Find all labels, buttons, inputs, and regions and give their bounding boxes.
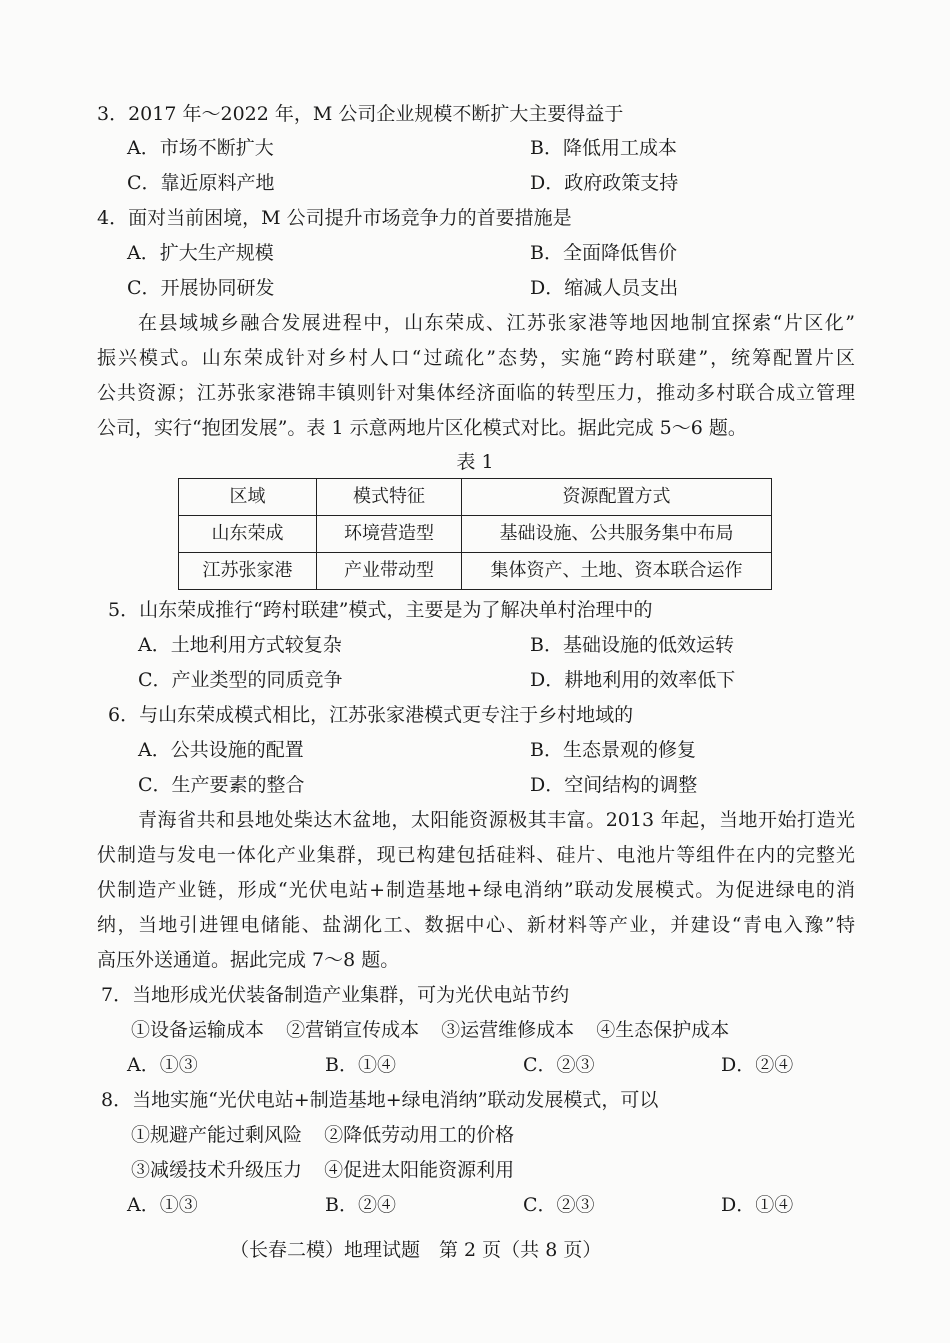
- q5-option-a: A．土地利用方式较复杂: [138, 634, 342, 656]
- q8-items-row2: [131, 1158, 514, 1182]
- table-cell: 集体资产、土地、资本联合运作: [462, 553, 772, 590]
- table-row: [179, 516, 772, 553]
- q7-item: ①设备运输成本: [131, 1019, 265, 1041]
- q8-item: ④促进太阳能资源利用: [324, 1159, 515, 1181]
- q8-item: ②降低劳动用工的价格: [324, 1124, 515, 1146]
- q5-stem: 5．山东荣成推行“跨村联建”模式，主要是为了解决单村治理中的: [108, 599, 653, 621]
- q4-option-a: A．扩大生产规模: [127, 242, 274, 264]
- passage1-line: 振兴模式。山东荣成针对乡村人口“过疏化”态势，实施“跨村联建”，统筹配置片区: [97, 347, 855, 369]
- q4-option-b: B．全面降低售价: [530, 242, 677, 264]
- q7-options: [127, 1053, 847, 1077]
- q8-option-a: A．①③: [127, 1194, 198, 1216]
- q7-item: ④生态保护成本: [596, 1019, 730, 1041]
- page-footer: （长春二模）地理试题 第 2 页（共 8 页）: [230, 1239, 602, 1261]
- passage2-line: 青海省共和县地处柴达木盆地，太阳能资源极其丰富。2013 年起，当地开始打造光: [138, 809, 855, 831]
- passage2-line: 纳，当地引进锂电储能、盐湖化工、数据中心、新材料等产业，并建设“青电入豫”特: [97, 914, 855, 936]
- table-row: [179, 553, 772, 590]
- q3-option-d: D．政府政策支持: [530, 172, 679, 194]
- q5-option-c: C．产业类型的同质竞争: [138, 669, 343, 691]
- passage1-line: 公共资源；江苏张家港锦丰镇则针对集体经济面临的转型压力，推动多村联合成立管理: [97, 382, 855, 404]
- q8-stem: 8．当地实施“光伏电站+制造基地+绿电消纳”联动发展模式，可以: [101, 1089, 659, 1111]
- q8-option-b: B．②④: [325, 1194, 396, 1216]
- table-cell: 基础设施、公共服务集中布局: [462, 516, 772, 553]
- q8-options: [127, 1193, 847, 1217]
- q4-option-c: C．开展协同研发: [127, 277, 275, 299]
- q7-stem: 7．当地形成光伏装备制造产业集群，可为光伏电站节约: [101, 984, 570, 1006]
- table-cell: 环境营造型: [317, 516, 462, 553]
- table-cell: 产业带动型: [317, 553, 462, 590]
- q3-option-b: B．降低用工成本: [530, 137, 677, 159]
- q6-stem: 6．与山东荣成模式相比，江苏张家港模式更专注于乡村地域的: [108, 704, 634, 726]
- passage2-line: 高压外送通道。据此完成 7～8 题。: [97, 949, 400, 971]
- q3-stem: 3．2017 年～2022 年，M 公司企业规模不断扩大主要得益于: [97, 103, 624, 125]
- table-caption: 表 1: [456, 451, 494, 473]
- q7-item: ②营销宣传成本: [286, 1019, 420, 1041]
- passage1-line: 在县域城乡融合发展进程中，山东荣成、江苏张家港等地因地制宜探索“片区化”: [138, 312, 855, 334]
- table-cell: 山东荣成: [179, 516, 317, 553]
- q8-item: ③减缓技术升级压力: [131, 1159, 303, 1181]
- q8-items-row1: [131, 1123, 514, 1147]
- q8-item: ①规避产能过剩风险: [131, 1124, 303, 1146]
- table-header-row: [179, 479, 772, 516]
- q8-option-d: D．①④: [721, 1194, 794, 1216]
- q7-option-a: A．①③: [127, 1054, 198, 1076]
- q7-item: ③运营维修成本: [441, 1019, 575, 1041]
- q3-option-c: C．靠近原料产地: [127, 172, 275, 194]
- table-header-cell: 区域: [179, 479, 317, 516]
- q6-option-d: D．空间结构的调整: [530, 774, 698, 796]
- q5-option-d: D．耕地利用的效率低下: [530, 669, 736, 691]
- table-header-cell: 模式特征: [317, 479, 462, 516]
- q7-option-c: C．②③: [523, 1054, 595, 1076]
- q3-option-a: A．市场不断扩大: [127, 137, 274, 159]
- q6-option-b: B．生态景观的修复: [530, 739, 696, 761]
- q4-option-d: D．缩减人员支出: [530, 277, 679, 299]
- q8-option-c: C．②③: [523, 1194, 595, 1216]
- q7-option-d: D．②④: [721, 1054, 794, 1076]
- table-cell: 江苏张家港: [179, 553, 317, 590]
- comparison-table: [178, 478, 772, 590]
- table-header-cell: 资源配置方式: [462, 479, 772, 516]
- q4-stem: 4．面对当前困境，M 公司提升市场竞争力的首要措施是: [97, 207, 572, 229]
- passage2-line: 伏制造产业链，形成“光伏电站+制造基地+绿电消纳”联动发展模式。为促进绿电的消: [97, 879, 855, 901]
- q6-option-a: A．公共设施的配置: [138, 739, 304, 761]
- q7-items: [131, 1018, 729, 1042]
- q7-option-b: B．①④: [325, 1054, 396, 1076]
- passage1-line: 公司，实行“抱团发展”。表 1 示意两地片区化模式对比。据此完成 5～6 题。: [97, 417, 747, 439]
- q6-option-c: C．生产要素的整合: [138, 774, 305, 796]
- passage2-line: 伏制造与发电一体化产业集群，现已构建包括硅料、硅片、电池片等组件在内的完整光: [97, 844, 855, 866]
- q5-option-b: B．基础设施的低效运转: [530, 634, 734, 656]
